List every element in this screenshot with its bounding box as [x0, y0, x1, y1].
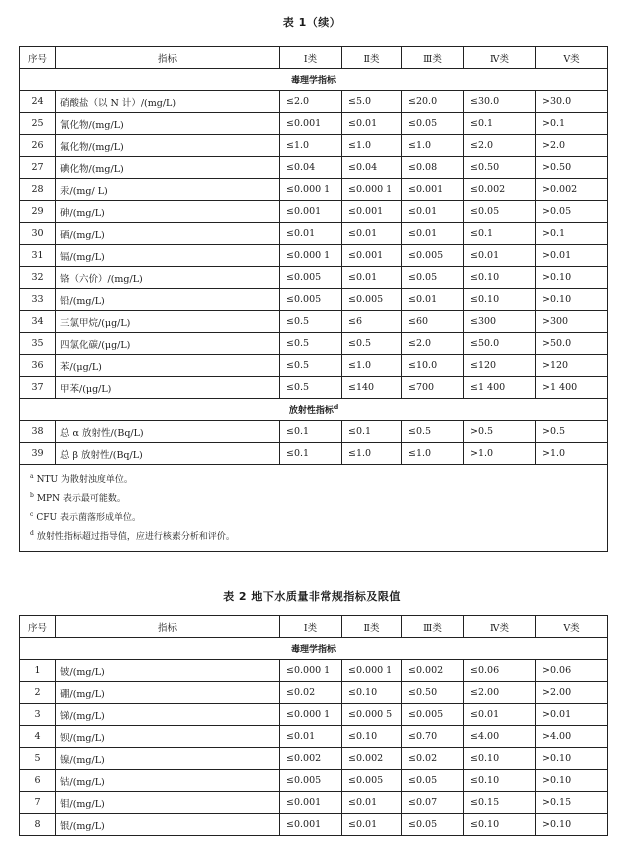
limit-class-2: ≤0.1: [342, 421, 402, 443]
table-row: [20, 660, 608, 682]
limit-class-2: ≤0.01: [342, 113, 402, 135]
limit-class-4: ≤0.1: [464, 113, 536, 135]
limit-class-2: ≤0.04: [342, 157, 402, 179]
limit-class-2: ≤6: [342, 311, 402, 333]
limit-class-1: ≤2.0: [280, 91, 342, 113]
limit-class-3: ≤0.001: [402, 179, 464, 201]
limit-class-3: ≤0.5: [402, 421, 464, 443]
footnote-marker: c: [30, 511, 34, 518]
row-index: 32: [20, 267, 56, 289]
indicator-name: 银/(mg/L): [56, 814, 280, 836]
limit-class-2: ≤0.000 1: [342, 660, 402, 682]
table-row: [20, 333, 608, 355]
limit-class-4: ≤0.1: [464, 223, 536, 245]
footnote-marker: a: [30, 473, 34, 480]
footnote-text: NTU 为散射浊度单位。: [36, 475, 133, 485]
row-index: 35: [20, 333, 56, 355]
limit-class-5: >0.10: [536, 814, 608, 836]
limit-class-1: ≤0.001: [280, 792, 342, 814]
limit-class-3: ≤1.0: [402, 135, 464, 157]
row-index: 26: [20, 135, 56, 157]
limit-class-1: ≤0.000 1: [280, 179, 342, 201]
row-index: 8: [20, 814, 56, 836]
limit-class-3: ≤0.02: [402, 748, 464, 770]
limit-class-3: ≤700: [402, 377, 464, 399]
limit-class-5: >0.10: [536, 748, 608, 770]
table-row: [20, 179, 608, 201]
table-row: [20, 377, 608, 399]
limit-class-4: >1.0: [464, 443, 536, 465]
indicator-name: 氟化物/(mg/L): [56, 135, 280, 157]
indicator-name: 钴/(mg/L): [56, 770, 280, 792]
group-label-toxicology: 毒理学指标: [20, 638, 608, 660]
limit-class-4: ≤0.50: [464, 157, 536, 179]
limit-class-2: ≤1.0: [342, 443, 402, 465]
footnote: [30, 526, 597, 545]
table-row: [20, 770, 608, 792]
limit-class-5: >4.00: [536, 726, 608, 748]
limit-class-5: >0.50: [536, 157, 608, 179]
table-row: [20, 421, 608, 443]
limit-class-3: ≤0.08: [402, 157, 464, 179]
indicator-name: 汞/(mg/ L): [56, 179, 280, 201]
footnote: [30, 507, 597, 526]
row-index: 30: [20, 223, 56, 245]
limit-class-4: ≤30.0: [464, 91, 536, 113]
limit-class-2: ≤1.0: [342, 355, 402, 377]
col-header-indicator: 指标: [56, 616, 280, 638]
limit-class-2: ≤5.0: [342, 91, 402, 113]
indicator-name: 钡/(mg/L): [56, 726, 280, 748]
limit-class-5: >30.0: [536, 91, 608, 113]
limit-class-5: >1 400: [536, 377, 608, 399]
table2-caption: 表 2 地下水质量非常规指标及限值: [223, 590, 401, 603]
group-row: [20, 638, 608, 660]
table-row: [20, 245, 608, 267]
limit-class-5: >300: [536, 311, 608, 333]
col-header-class-4: Ⅳ类: [464, 47, 536, 69]
limit-class-3: ≤0.05: [402, 814, 464, 836]
limit-class-4: ≤0.01: [464, 245, 536, 267]
indicator-name: 钼/(mg/L): [56, 792, 280, 814]
limit-class-4: ≤0.01: [464, 704, 536, 726]
limit-class-2: ≤0.001: [342, 201, 402, 223]
row-index: 4: [20, 726, 56, 748]
limit-class-2: ≤0.01: [342, 792, 402, 814]
limit-class-2: ≤0.002: [342, 748, 402, 770]
table-row: [20, 223, 608, 245]
limit-class-5: >0.01: [536, 245, 608, 267]
limit-class-1: ≤0.02: [280, 682, 342, 704]
table-row: [20, 704, 608, 726]
limit-class-2: ≤140: [342, 377, 402, 399]
limit-class-4: ≤0.10: [464, 289, 536, 311]
limit-class-5: >2.0: [536, 135, 608, 157]
indicator-name: 氰化物/(mg/L): [56, 113, 280, 135]
limit-class-4: ≤0.05: [464, 201, 536, 223]
limit-class-1: ≤0.01: [280, 726, 342, 748]
limit-class-1: ≤0.1: [280, 443, 342, 465]
col-header-index: 序号: [20, 47, 56, 69]
limit-class-3: ≤2.0: [402, 333, 464, 355]
table-row: [20, 355, 608, 377]
limit-class-2: ≤0.000 5: [342, 704, 402, 726]
limit-class-1: ≤0.002: [280, 748, 342, 770]
row-index: 39: [20, 443, 56, 465]
limit-class-4: ≤2.00: [464, 682, 536, 704]
group-row: [20, 69, 608, 91]
table1-header-row: [20, 47, 608, 69]
footnote-marker: d: [333, 404, 339, 411]
indicator-name: 苯/(μg/L): [56, 355, 280, 377]
group-row: [20, 399, 608, 421]
col-header-index: 序号: [20, 616, 56, 638]
limit-class-1: ≤0.000 1: [280, 245, 342, 267]
limit-class-2: ≤0.005: [342, 289, 402, 311]
indicator-name: 甲苯/(μg/L): [56, 377, 280, 399]
limit-class-4: ≤0.15: [464, 792, 536, 814]
limit-class-4: ≤0.10: [464, 748, 536, 770]
footnote-text: MPN 表示最可能数。: [36, 494, 126, 504]
limit-class-3: ≤0.05: [402, 267, 464, 289]
row-index: 33: [20, 289, 56, 311]
col-header-class-5: Ⅴ类: [536, 47, 608, 69]
col-header-class-4: Ⅳ类: [464, 616, 536, 638]
limit-class-5: >120: [536, 355, 608, 377]
row-index: 6: [20, 770, 56, 792]
table1-caption: 表 1（续）: [282, 16, 342, 29]
table-row: [20, 443, 608, 465]
indicator-name: 总 α 放射性/(Bq/L): [56, 421, 280, 443]
table2-header-row: [20, 616, 608, 638]
col-header-class-5: Ⅴ类: [536, 616, 608, 638]
table-row: [20, 201, 608, 223]
row-index: 28: [20, 179, 56, 201]
col-header-class-1: Ⅰ类: [280, 47, 342, 69]
limit-class-1: ≤0.005: [280, 289, 342, 311]
limit-class-5: >0.06: [536, 660, 608, 682]
limit-class-4: ≤4.00: [464, 726, 536, 748]
col-header-class-3: Ⅲ类: [402, 47, 464, 69]
row-index: 1: [20, 660, 56, 682]
limit-class-3: ≤0.05: [402, 770, 464, 792]
col-header-class-1: Ⅰ类: [280, 616, 342, 638]
limit-class-4: ≤1 400: [464, 377, 536, 399]
limit-class-4: ≤0.10: [464, 267, 536, 289]
table-notes: [20, 465, 608, 552]
limit-class-5: >50.0: [536, 333, 608, 355]
footnote-marker: b: [30, 492, 34, 499]
limit-class-2: ≤0.005: [342, 770, 402, 792]
footnote: [30, 469, 597, 488]
limit-class-5: >0.10: [536, 267, 608, 289]
limit-class-3: ≤20.0: [402, 91, 464, 113]
row-index: 7: [20, 792, 56, 814]
limit-class-4: ≤50.0: [464, 333, 536, 355]
footnote-text: CFU 表示菌落形成单位。: [36, 513, 141, 523]
limit-class-5: >2.00: [536, 682, 608, 704]
limit-class-5: >1.0: [536, 443, 608, 465]
limit-class-1: ≤0.005: [280, 267, 342, 289]
limit-class-5: >0.05: [536, 201, 608, 223]
table2: [19, 615, 608, 836]
limit-class-2: ≤0.01: [342, 223, 402, 245]
row-index: 37: [20, 377, 56, 399]
group-label-radioactivity: [20, 399, 608, 421]
table-row: [20, 135, 608, 157]
limit-class-5: >0.01: [536, 704, 608, 726]
limit-class-3: ≤10.0: [402, 355, 464, 377]
indicator-name: 铬（六价）/(mg/L): [56, 267, 280, 289]
indicator-name: 砷/(mg/L): [56, 201, 280, 223]
table-row: [20, 113, 608, 135]
table-row: [20, 267, 608, 289]
limit-class-4: ≤0.06: [464, 660, 536, 682]
table-row: [20, 748, 608, 770]
limit-class-5: >0.10: [536, 770, 608, 792]
indicator-name: 四氯化碳/(μg/L): [56, 333, 280, 355]
indicator-name: 铅/(mg/L): [56, 289, 280, 311]
limit-class-1: ≤0.5: [280, 311, 342, 333]
limit-class-3: ≤0.07: [402, 792, 464, 814]
limit-class-4: >0.5: [464, 421, 536, 443]
table-row: [20, 814, 608, 836]
limit-class-1: ≤0.005: [280, 770, 342, 792]
table-row: [20, 311, 608, 333]
limit-class-3: ≤0.05: [402, 113, 464, 135]
limit-class-3: ≤0.002: [402, 660, 464, 682]
limit-class-5: >0.5: [536, 421, 608, 443]
row-index: 34: [20, 311, 56, 333]
limit-class-5: >0.1: [536, 223, 608, 245]
col-header-class-2: Ⅱ类: [342, 616, 402, 638]
row-index: 25: [20, 113, 56, 135]
limit-class-3: ≤0.01: [402, 223, 464, 245]
limit-class-1: ≤0.001: [280, 201, 342, 223]
limit-class-5: >0.10: [536, 289, 608, 311]
row-index: 3: [20, 704, 56, 726]
row-index: 5: [20, 748, 56, 770]
limit-class-4: ≤2.0: [464, 135, 536, 157]
limit-class-3: ≤60: [402, 311, 464, 333]
limit-class-2: ≤1.0: [342, 135, 402, 157]
indicator-name: 铍/(mg/L): [56, 660, 280, 682]
group-label-toxicology: 毒理学指标: [20, 69, 608, 91]
limit-class-2: ≤0.000 1: [342, 179, 402, 201]
row-index: 2: [20, 682, 56, 704]
indicator-name: 碘化物/(mg/L): [56, 157, 280, 179]
col-header-class-2: Ⅱ类: [342, 47, 402, 69]
limit-class-4: ≤0.10: [464, 770, 536, 792]
limit-class-3: ≤0.70: [402, 726, 464, 748]
table-row: [20, 289, 608, 311]
row-index: 29: [20, 201, 56, 223]
table-row: [20, 157, 608, 179]
table-row: [20, 682, 608, 704]
table-row: [20, 91, 608, 113]
indicator-name: 总 β 放射性/(Bq/L): [56, 443, 280, 465]
limit-class-2: ≤0.5: [342, 333, 402, 355]
limit-class-5: >0.1: [536, 113, 608, 135]
footnote-marker: d: [30, 530, 34, 537]
limit-class-1: ≤0.5: [280, 355, 342, 377]
row-index: 27: [20, 157, 56, 179]
limit-class-2: ≤0.01: [342, 814, 402, 836]
limit-class-5: >0.002: [536, 179, 608, 201]
limit-class-1: ≤0.000 1: [280, 660, 342, 682]
notes-row: [20, 465, 608, 552]
table-row: [20, 726, 608, 748]
limit-class-3: ≤0.01: [402, 201, 464, 223]
limit-class-3: ≤0.005: [402, 704, 464, 726]
row-index: 24: [20, 91, 56, 113]
group-label-text: 放射性指标: [288, 406, 334, 416]
table1: [19, 46, 608, 552]
indicator-name: 镉/(mg/L): [56, 245, 280, 267]
limit-class-1: ≤1.0: [280, 135, 342, 157]
limit-class-3: ≤0.01: [402, 289, 464, 311]
limit-class-2: ≤0.10: [342, 682, 402, 704]
limit-class-1: ≤0.001: [280, 113, 342, 135]
footnote-text: 放射性指标超过指导值，应进行核素分析和评价。: [36, 532, 235, 542]
limit-class-5: >0.15: [536, 792, 608, 814]
limit-class-4: ≤300: [464, 311, 536, 333]
row-index: 38: [20, 421, 56, 443]
limit-class-2: ≤0.10: [342, 726, 402, 748]
row-index: 31: [20, 245, 56, 267]
limit-class-4: ≤0.10: [464, 814, 536, 836]
footnote: [30, 488, 597, 507]
limit-class-3: ≤1.0: [402, 443, 464, 465]
col-header-indicator: 指标: [56, 47, 280, 69]
indicator-name: 硒/(mg/L): [56, 223, 280, 245]
indicator-name: 锑/(mg/L): [56, 704, 280, 726]
indicator-name: 硝酸盐（以 N 计）/(mg/L): [56, 91, 280, 113]
limit-class-1: ≤0.01: [280, 223, 342, 245]
limit-class-3: ≤0.005: [402, 245, 464, 267]
limit-class-4: ≤120: [464, 355, 536, 377]
limit-class-4: ≤0.002: [464, 179, 536, 201]
limit-class-1: ≤0.5: [280, 377, 342, 399]
indicator-name: 硼/(mg/L): [56, 682, 280, 704]
limit-class-1: ≤0.5: [280, 333, 342, 355]
limit-class-1: ≤0.001: [280, 814, 342, 836]
limit-class-2: ≤0.001: [342, 245, 402, 267]
col-header-class-3: Ⅲ类: [402, 616, 464, 638]
limit-class-1: ≤0.1: [280, 421, 342, 443]
limit-class-3: ≤0.50: [402, 682, 464, 704]
limit-class-1: ≤0.04: [280, 157, 342, 179]
indicator-name: 镍/(mg/L): [56, 748, 280, 770]
row-index: 36: [20, 355, 56, 377]
table-row: [20, 792, 608, 814]
indicator-name: 三氯甲烷/(μg/L): [56, 311, 280, 333]
limit-class-2: ≤0.01: [342, 267, 402, 289]
limit-class-1: ≤0.000 1: [280, 704, 342, 726]
